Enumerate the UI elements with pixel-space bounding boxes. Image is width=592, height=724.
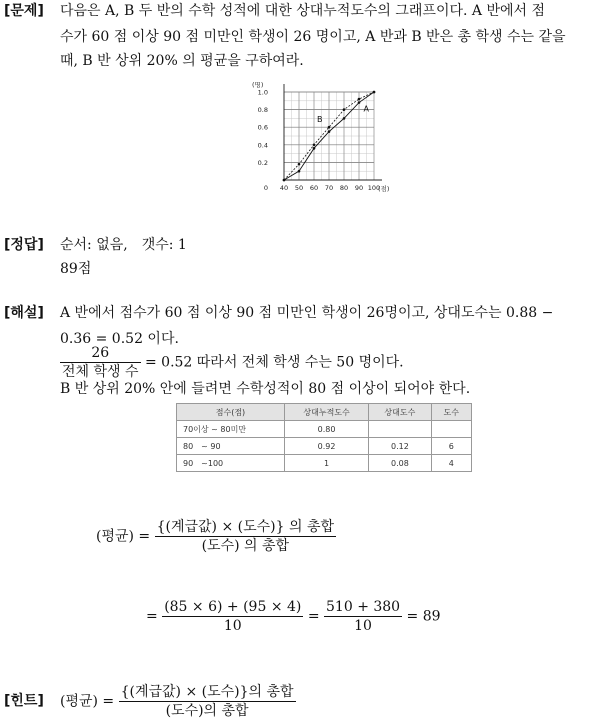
x-tick-label: 100: [367, 184, 381, 192]
x-axis-label: (점): [378, 185, 390, 193]
fraction-denominator: (도수)의 총합: [165, 703, 249, 719]
fraction-numerator: (85 × 6) + (95 × 4): [164, 599, 302, 615]
series-label-B: B: [317, 114, 323, 124]
data-point-B: [283, 179, 286, 182]
fraction-denominator: (도수) 의 총합: [201, 538, 290, 554]
table-header: 점수(점): [177, 404, 285, 421]
data-point-A: [298, 170, 301, 173]
students-fraction: [60, 344, 141, 381]
solution-line-1: A 반에서 점수가 60 점 이상 90 점 미만인 학생이 26명이고, 상대도수는 0.88 −: [60, 305, 554, 321]
mean-formula: [96, 518, 336, 555]
calc-fraction-2: [324, 598, 402, 635]
data-point-B: [328, 126, 331, 129]
table-header-row: [177, 404, 472, 421]
solution-line-3: [60, 344, 404, 381]
table-header: 상대도수: [369, 404, 431, 421]
table-row: [177, 421, 472, 438]
table-cell: 70이상 ~ 80미만: [177, 421, 285, 438]
solution-line-4: B 반 상위 20% 안에 들려면 수학성적이 80 점 이상이 되어야 한다.: [60, 381, 471, 397]
solution-line-2: 0.36 = 0.52 이다.: [60, 331, 179, 347]
y-tick-label: 1.0: [257, 88, 268, 97]
equals-sign: =: [307, 608, 320, 625]
data-point-A: [343, 117, 346, 120]
answer-order-count: 순서: 없음, 갯수: 1: [60, 237, 187, 253]
x-tick-label: 50: [294, 184, 304, 192]
table-cell: 0.12: [369, 438, 431, 455]
data-point-A: [313, 147, 316, 150]
table-cell: 0.08: [369, 455, 431, 472]
table-header: 도수: [431, 404, 471, 421]
solution-line-3-rest: = 0.52 따라서 전체 학생 수는 50 명이다.: [144, 354, 404, 371]
y-axis-label: (명): [252, 82, 264, 89]
data-point-B: [373, 91, 376, 94]
y-tick-label: 0.4: [257, 141, 268, 150]
table-cell: 4: [431, 455, 471, 472]
table-cell: 0.80: [284, 421, 368, 438]
calc-result: = 89: [406, 608, 441, 625]
data-point-A: [358, 101, 361, 104]
mean-formula-fraction: [155, 518, 336, 555]
table-cell: [369, 421, 431, 438]
fraction-denominator: 10: [354, 618, 372, 634]
table-row: [177, 455, 472, 472]
answer-value: 89점: [60, 261, 92, 277]
mean-calculation: [146, 598, 441, 635]
table-cell: 6: [431, 438, 471, 455]
problem-text-line-1: 다음은 A, B 두 반의 수학 성적에 대한 상대누적도수의 그래프이다. A 반에서 점: [60, 3, 546, 19]
table-header: 상대누적도수: [284, 404, 368, 421]
hint-label: [힌트]: [4, 693, 44, 709]
x-tick-label: 40: [279, 184, 289, 192]
table-cell: [431, 421, 471, 438]
fraction-numerator: {(계급값) × (도수)}의 총합: [120, 684, 294, 700]
y-tick-label: 0.6: [257, 123, 268, 132]
fraction-denominator: 10: [223, 618, 242, 634]
problem-text-line-2: 수가 60 점 이상 90 점 미만인 학생이 26 명이고, A 반과 B 반은 총 학생 수는 같을: [60, 29, 566, 45]
data-point-B: [343, 108, 346, 111]
data-point-B: [298, 163, 301, 166]
table-cell: 0.92: [284, 438, 368, 455]
table-cell: 90 ~100: [177, 455, 285, 472]
x-tick-label: 70: [324, 184, 334, 192]
series-label-A: A: [363, 104, 369, 114]
fraction-numerator: {(계급값) × (도수)} 의 총합: [156, 519, 334, 535]
data-point-B: [358, 98, 361, 101]
fraction-denominator: 전체 학생 수: [62, 364, 139, 380]
solution-label: [해설]: [4, 305, 44, 321]
x-tick-label: 90: [354, 184, 364, 192]
answer-label: [정답]: [4, 237, 44, 253]
hint-formula: [60, 683, 296, 720]
calc-fraction-1: [162, 598, 303, 635]
cumulative-frequency-chart: [250, 82, 410, 200]
hint-formula-lhs: (평균) =: [60, 693, 115, 710]
x-tick-label: 60: [309, 184, 319, 192]
equals-sign: =: [146, 608, 158, 625]
table-cell: 80 ~ 90: [177, 438, 285, 455]
table-cell: 1: [284, 455, 368, 472]
y-tick-label: 0.2: [257, 158, 268, 167]
fraction-numerator: 510 + 380: [326, 599, 401, 615]
data-point-A: [328, 130, 331, 133]
origin-label: 0: [263, 184, 269, 192]
table-row: [177, 438, 472, 455]
x-tick-label: 80: [339, 184, 349, 192]
data-point-B: [313, 144, 316, 147]
problem-label: [문제]: [4, 3, 44, 19]
fraction-numerator: 26: [60, 344, 141, 363]
mean-formula-lhs: (평균) =: [96, 528, 151, 545]
y-tick-label: 0.8: [257, 106, 268, 115]
chart-grid: [284, 92, 374, 180]
hint-formula-fraction: [119, 683, 296, 720]
frequency-table: [176, 403, 472, 472]
problem-text-line-3: 때, B 반 상위 20% 의 평균을 구하여라.: [60, 53, 304, 69]
